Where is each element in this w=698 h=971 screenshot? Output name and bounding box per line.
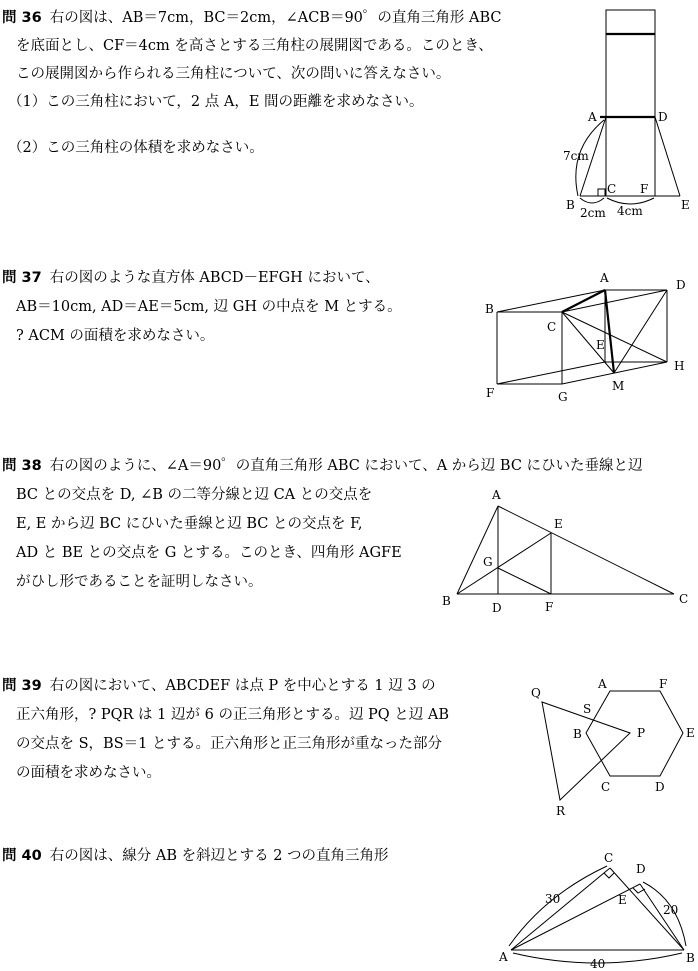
label-h: H	[674, 359, 685, 373]
label-a: A	[598, 677, 607, 691]
label-e: E	[618, 893, 627, 907]
label-c: C	[604, 851, 614, 865]
problem-38-line-5: がひし形であることを証明しなさい。	[16, 574, 263, 590]
label-c: C	[547, 320, 557, 334]
problem-37-line-1: 問 37 右の図のような直方体 ABCD－EFGH において、	[2, 270, 380, 286]
problem-36-question-2: （2）この三角柱の体積を求めなさい。	[8, 140, 264, 156]
length-ac: 30	[545, 892, 561, 906]
label-r: R	[556, 804, 566, 818]
label-e: E	[681, 198, 690, 212]
label-a: A	[499, 950, 508, 964]
label-c: C	[601, 780, 611, 794]
label-g: G	[558, 390, 568, 404]
label-b: B	[442, 594, 451, 608]
problem-37-line-2: AB＝10cm, AD＝AE＝5cm, 辺 GH の中点を M とする。	[16, 299, 402, 315]
problem-number: 問 39	[2, 678, 42, 694]
problem-number: 問 37	[2, 270, 42, 286]
problem-39-line-4: の面積を求めなさい。	[16, 765, 161, 781]
label-g: G	[483, 555, 493, 569]
label-f: F	[640, 182, 649, 196]
label-d: D	[655, 780, 665, 794]
label-s: S	[583, 702, 592, 716]
problem-number: 問 36	[2, 10, 42, 26]
problem-39-line-2: 正六角形，? PQR は 1 辺が 6 の正三角形とする。辺 PQ と辺 AB	[16, 707, 450, 723]
problem-39-line-1: 問 39 右の図において、ABCDEF は点 P を中心とする 1 辺 3 の	[2, 678, 436, 694]
label-c: C	[607, 182, 617, 196]
problem-40-line-1: 問 40 右の図は、線分 AB を斜辺とする 2 つの直角三角形	[2, 848, 389, 864]
label-b: B	[566, 198, 575, 212]
length-ab: 7cm	[563, 149, 589, 163]
label-e: E	[596, 338, 605, 352]
label-p: P	[637, 726, 646, 740]
label-a: A	[600, 271, 609, 285]
label-d: D	[492, 601, 502, 615]
length-cf: 4cm	[617, 204, 643, 218]
problem-38-line-1: 問 38 右の図のように、∠A＝90゜の直角三角形 ABC において、A から辺 BC にひいた垂線と辺	[2, 458, 643, 474]
label-d: D	[636, 862, 646, 876]
label-a: A	[492, 488, 501, 502]
label-d: D	[658, 110, 668, 124]
length-bc: 2cm	[580, 206, 606, 220]
label-f: F	[486, 386, 495, 400]
label-b: B	[686, 951, 695, 965]
label-e: E	[686, 726, 695, 740]
label-d: D	[676, 278, 686, 292]
problem-38-line-4: AD と BE との交点を G とする。このとき、四角形 AGFE	[16, 545, 402, 561]
problem-36-line-1: 問 36 右の図は、AB＝7cm，BC＝2cm，∠ACB＝90゜の直角三角形 ABC	[2, 10, 502, 26]
label-f: F	[659, 677, 668, 691]
problem-36-line-3: この展開図から作られる三角柱について、次の問いに答えなさい。	[16, 66, 451, 82]
label-c: C	[679, 592, 689, 606]
label-q: Q	[531, 686, 541, 700]
label-m: M	[612, 379, 625, 393]
problem-36-line-2: を底面とし、CF＝4cm を高さとする三角柱の展開図である。このとき、	[16, 38, 493, 54]
problem-number: 問 40	[2, 848, 42, 864]
label-f: F	[545, 600, 554, 614]
label-b: B	[485, 302, 494, 316]
problem-38-line-2: BC との交点を D, ∠B の二等分線と辺 CA との交点を	[16, 487, 373, 503]
length-ab: 40	[590, 957, 606, 971]
label-b: B	[573, 727, 582, 741]
problem-number: 問 38	[2, 458, 42, 474]
label-e: E	[554, 517, 563, 531]
problem-39-line-3: の交点を S，BS＝1 とする。正六角形と正三角形が重なった部分	[16, 736, 442, 752]
problem-36-question-1: （1）この三角柱において，2 点 A，E 間の距離を求めなさい。	[8, 94, 424, 110]
length-bd: 20	[663, 903, 679, 917]
problem-37-line-3: ? ACM の面積を求めなさい。	[16, 328, 215, 344]
label-a: A	[588, 110, 597, 124]
problem-38-line-3: E, E から辺 BC にひいた垂線と辺 BC との交点を F,	[16, 516, 363, 532]
